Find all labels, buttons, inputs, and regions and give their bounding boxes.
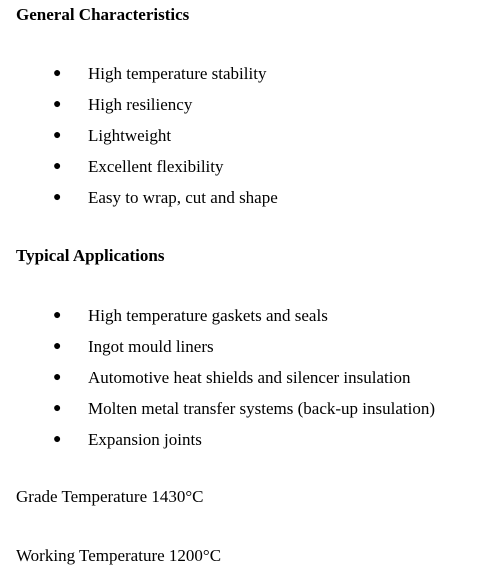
- list-item: [0, 157, 500, 188]
- bullet-icon: ●: [53, 401, 62, 416]
- list-item: [0, 188, 500, 219]
- list-item: [0, 126, 500, 157]
- list-item-text: High temperature stability: [88, 64, 267, 83]
- bullet-icon: ●: [53, 190, 62, 205]
- list-item-text: Ingot mould liners: [88, 337, 214, 356]
- list-item: [0, 399, 500, 430]
- list-item-text: Excellent flexibility: [88, 157, 224, 176]
- list-item: [0, 306, 500, 337]
- list-item-text: Lightweight: [88, 126, 172, 145]
- bullet-icon: ●: [53, 339, 62, 354]
- bullet-icon: ●: [53, 66, 62, 81]
- list-item: [0, 337, 500, 368]
- bullet-icon: ●: [53, 308, 62, 323]
- bullet-icon: ●: [53, 128, 62, 143]
- grade-temperature-text: Grade Temperature 1430°C: [16, 487, 204, 506]
- working-temperature-text: Working Temperature 1200°C: [16, 546, 222, 565]
- general-characteristics-list: [0, 64, 500, 219]
- list-item-text: High temperature gaskets and seals: [88, 306, 328, 325]
- list-item: [0, 95, 500, 126]
- list-item-text: Easy to wrap, cut and shape: [88, 188, 278, 207]
- list-item: [0, 64, 500, 95]
- list-item-text: Expansion joints: [88, 430, 202, 449]
- list-item: [0, 368, 500, 399]
- typical-applications-heading: Typical Applications: [16, 246, 165, 265]
- bullet-icon: ●: [53, 159, 62, 174]
- bullet-icon: ●: [53, 97, 62, 112]
- typical-applications-list: [0, 306, 500, 461]
- list-item: [0, 430, 500, 461]
- bullet-icon: ●: [53, 370, 62, 385]
- list-item-text: Molten metal transfer systems (back-up insulation): [88, 399, 435, 418]
- list-item-text: Automotive heat shields and silencer insulation: [88, 368, 411, 387]
- list-item-text: High resiliency: [88, 95, 193, 114]
- general-characteristics-heading: General Characteristics: [16, 5, 190, 24]
- bullet-icon: ●: [53, 432, 62, 447]
